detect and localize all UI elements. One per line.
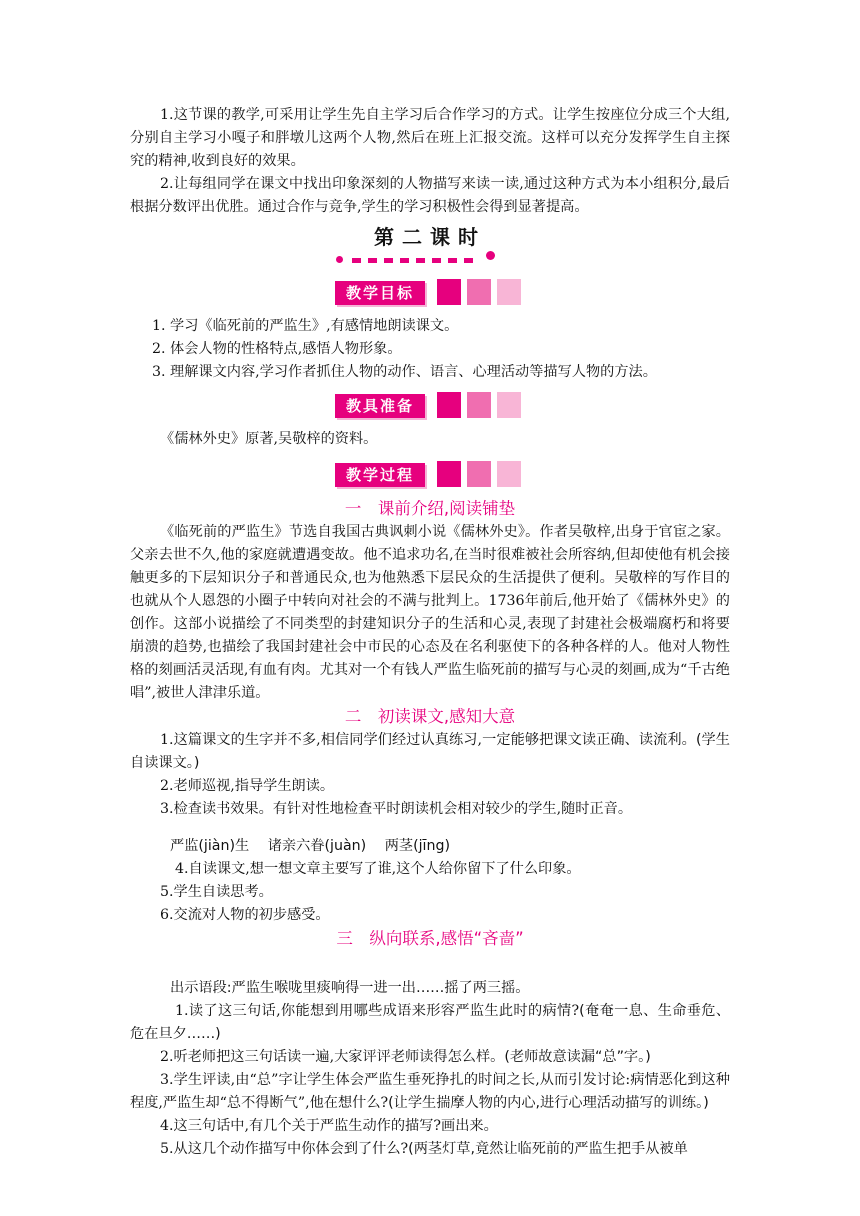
section-2-step-1 [130,729,730,775]
section-3-step-3 [130,1069,730,1115]
header-square [437,392,461,418]
section-2-step-6: 6.交流对人物的初步感受。 [160,907,330,923]
pinyin-words [170,835,730,858]
step-text: 5.从这几个动作描写中你体会到了什么? [160,1141,409,1157]
section-3-step-2 [130,1046,730,1069]
section-3-title: 三 纵向联系,感悟“吝啬” [336,929,524,948]
step-note: (两茎灯草,竟然让临死前的严监生把手从被单 [408,1141,688,1157]
goal-item-1: 1. 学习《临死前的严监生》,有感情地朗读课文。 [152,318,459,334]
section-2-step-3: 3.检查读书效果。有针对性地检查平时朗读机会相对较少的学生,随时正音。 [160,801,633,817]
prep-header [335,392,730,422]
section-3-step-5 [130,1138,730,1161]
goals-header [335,279,730,309]
section-2-step-4: 4.自读课文,想一想文章主要写了谁,这个人给你留下了什么印象。 [175,861,581,877]
step-text: 2.听老师把这三句话读一遍,大家评评老师读得怎么样。 [160,1049,505,1065]
step-text: 3.学生评读,由“总”字让学生体会严监生垂死挣扎的时间之长,从而引发讨论:病情恶化到这种程度,严监生却“总不得断气”,他在想什么? [130,1072,730,1111]
section-2-step-5: 5.学生自读思考。 [160,884,273,900]
goals-header-label: 教学目标 [335,281,425,305]
header-square [467,279,491,305]
step-note: (让学生揣摩人物的内心,进行心理活动描写的训练。) [388,1095,709,1111]
lesson-divider [336,251,496,271]
step-note: (学生自读课文。) [130,732,730,771]
section-3-step-1 [130,1000,730,1046]
section-1-title: 一 课前介绍,阅读铺垫 [344,499,516,518]
header-square [497,392,521,418]
process-header-label: 教学过程 [335,463,425,487]
section-3-step-4: 4.这三句话中,有几个关于严监生动作的描写?画出来。 [160,1118,498,1134]
prep-text: 《儒林外史》原著,吴敬梓的资料。 [160,431,378,447]
lesson-header [130,221,730,273]
step-text: 1.这篇课文的生字并不多,相信同学们经过认真练习,一定能够把课文读正确、读流利。 [160,732,696,748]
header-square [497,279,521,305]
section-1-text: 《临死前的严监生》节选自我国古典讽刺小说《儒林外史》。作者吴敬梓,出身于官宦之家。父亲去世不久,他的家庭就遭遇变故。他不追求功名,在当时很难被社会所容纳,但却使他有机会接触更多的下层知识分子和普通民众,也为他熟悉下层民众的生活提供了便利。吴敬梓的写作目的也就从个人恩怨的小圈子中转向对社会的不满与批判上。1736年前后,他开始了《儒林外史》的创作。这部小说描绘了不同类型的封建知识分子的生活和心灵,表现了封建社会极端腐朽和将要崩溃的趋势,也描绘了我国封建社会中市民的心态及在名利驱使下的各种各样的人。他对人物性格的刻画活灵活现,有血有肉。尤其对一个有钱人严监生临死前的描写与心灵的刻画,成为“千古绝唱”,被世人津津乐道。 [130,524,730,701]
goal-item-2: 2. 体会人物的性格特点,感悟人物形象。 [152,341,402,357]
section-3-quote: 出示语段:严监生喉咙里痰响得一进一出……摇了两三摇。 [170,980,530,996]
section-2-title: 二 初读课文,感知大意 [344,707,516,726]
header-square [437,461,461,487]
header-square [467,392,491,418]
header-square [497,461,521,487]
pinyin-word: 诸亲六眷(juàn) [267,838,367,854]
step-note: (奄奄一息、生命垂危、危在旦夕……) [130,1003,731,1042]
section-2-step-2: 2.老师巡视,指导学生朗读。 [160,778,335,794]
pinyin-word: 两茎(jīng) [384,838,451,854]
page-content [130,0,730,1161]
step-note: (老师故意读漏“总”字。) [504,1049,651,1065]
header-square [437,279,461,305]
intro-paragraph-2: 2.让每组同学在课文中找出印象深刻的人物描写来读一读,通过这种方式为本小组积分,最后根据分数评出优胜。通过合作与竞争,学生的学习积极性会得到显著提高。 [130,176,730,215]
lesson-title: 第二课时 [374,225,486,249]
goal-item-3: 3. 理解课文内容,学习作者抓住人物的动作、语言、心理活动等描写人物的方法。 [152,364,657,380]
step-text: 1.读了这三句话,你能想到用哪些成语来形容严监生此时的病情? [175,1003,580,1019]
prep-header-label: 教具准备 [335,394,425,418]
intro-paragraph-1: 1.这节课的教学,可采用让学生先自主学习后合作学习的方式。让学生按座位分成三个大组,分别自主学习小嘎子和胖墩儿这两个人物,然后在班上汇报交流。这样可以充分发挥学生自主探究的精神,收到良好的效果。 [130,107,730,169]
pinyin-word: 严监(jiàn)生 [170,838,250,854]
process-header [335,461,730,491]
header-square [467,461,491,487]
